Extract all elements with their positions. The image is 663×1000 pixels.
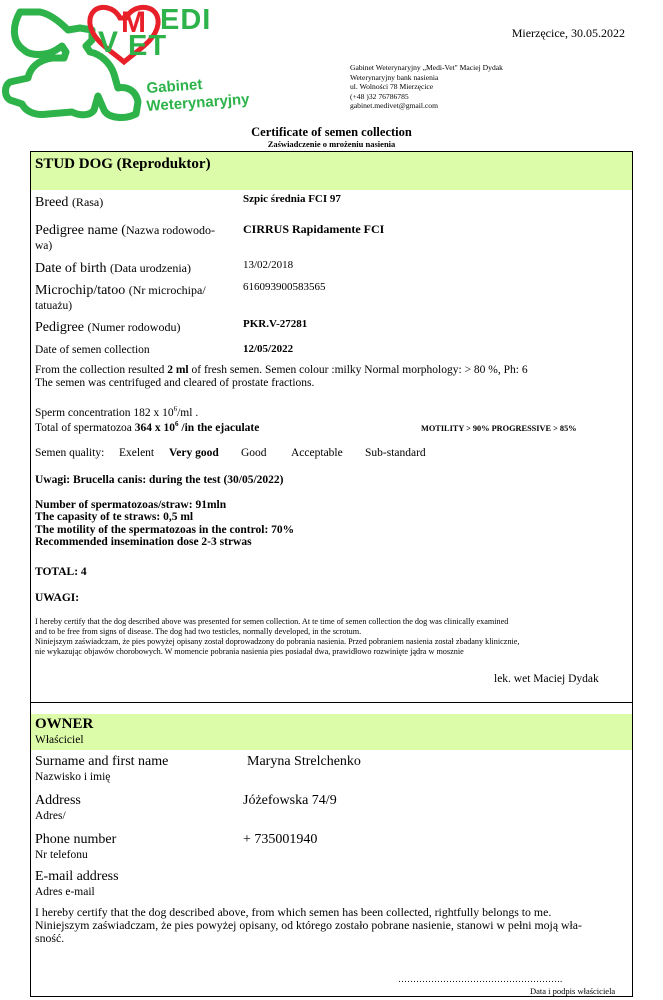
microchip-label-text: Microchip/tatoo <box>35 283 126 298</box>
owner-heading-sub: Właściciel <box>35 734 84 746</box>
quality-option-sub-standard: Sub-standard <box>365 447 426 459</box>
semen-quality-label: Semen quality: <box>35 447 105 459</box>
logo-v-glyph: V <box>98 26 119 59</box>
total-a: Total of spermatozoa <box>35 421 132 434</box>
pedigree-name-value: CIRRUS Rapidamente FCI <box>243 222 385 236</box>
pedigree-name-label <box>35 222 215 239</box>
semen-volume: 2 ml <box>167 364 189 376</box>
owner-phone-label: Phone number <box>35 832 117 847</box>
straw-line: Number of spermatozoas/straw: 91mln <box>35 499 227 511</box>
semen-line-1-c: of fresh semen. Semen colour :milky Normal morphology: > 80 %, Ph: 6 <box>191 364 528 376</box>
owner-name-label-sub: Nazwisko i imię <box>35 771 111 783</box>
owner-band <box>31 714 632 750</box>
owner-address-value: Jóżefowska 74/9 <box>243 793 337 808</box>
owner-divider <box>31 702 632 703</box>
quality-option-acceptable: Acceptable <box>291 447 343 459</box>
vet-certification-text <box>35 617 635 657</box>
owner-cert-line: I hereby certify that the dog described above, from which semen has been collected, rightfully belongs to me. <box>35 905 552 919</box>
conc-b: /ml . <box>177 406 199 419</box>
quality-option-good: Good <box>241 447 267 459</box>
vet-cert-line: nie wykazując objawów chorobowych. W momencie pobrania nasienia pies posiadał dwa, prawidłowo rozwinięte jądra w mosznie <box>35 647 464 656</box>
breed-label <box>35 194 103 211</box>
vet-cert-line: I hereby certify that the dog described above was presented for semen collection. At te time of semen collection the dog was clinically examined <box>35 617 509 626</box>
collection-date-label: Date of semen collection <box>35 344 150 356</box>
owner-email-label-sub: Adres e-mail <box>35 886 95 898</box>
straw-details <box>35 499 294 548</box>
semen-line-1-a: From the collection resulted <box>35 364 165 376</box>
stud-dog-heading: STUD DOG (Reproduktor) <box>35 156 211 172</box>
pedigree-label-sub: (Numer rodowodu) <box>87 320 181 334</box>
total-c: /in the ejaculate <box>181 421 260 434</box>
straw-line: The capasity of te straws: 0,5 ml <box>35 511 194 524</box>
total-spermatozoa <box>35 418 259 435</box>
clinic-line: (+48 )32 76786785 <box>350 91 409 101</box>
vet-cert-line: Niniejszym zaświadczam, że pies powyżej opisany został doprowadzony do pobrania nasienia. Przed pobraniem nasienia został zbadany klinicznie, <box>35 637 520 646</box>
logo-brand-medi: EDI <box>160 4 212 36</box>
owner-address-label-sub: Adres/ <box>35 810 66 822</box>
microchip-value: 616093900583565 <box>243 281 326 293</box>
uwagi-heading: UWAGI: <box>35 592 80 604</box>
owner-cert-line: Niniejszym zaświadczam, że pies powyżej opisany, od którego zostało pobrane nasienie, stanowi w pełni moją wła- <box>35 918 582 932</box>
owner-signature-caption: Data i podpis właściciela <box>530 986 616 996</box>
total-b-wrap <box>135 422 260 434</box>
owner-name-label: Surname and first name <box>35 754 169 769</box>
pedigree-label <box>35 319 180 336</box>
dob-value: 13/02/2018 <box>243 259 294 271</box>
owner-phone-label-sub: Nr telefonu <box>35 849 88 861</box>
clinic-line: Gabinet Weterynaryjny „Medi-Vet" Maciej Dydak <box>350 63 503 72</box>
motility-note: MOTILITY > 90% PROGRESSIVE > 85% <box>421 424 577 433</box>
dob-label-sub: (Data urodzenia) <box>110 261 191 275</box>
clinic-email: gabinet.medivet@gmail.com <box>350 101 438 111</box>
pedigree-label-text: Pedigree <box>35 320 84 335</box>
microchip-label-sub: (Nr microchipa/ <box>128 283 206 297</box>
owner-name-value: Maryna Strelchenko <box>247 754 361 769</box>
place-date: Mierzęcice, 30.05.2022 <box>511 26 625 40</box>
breed-label-text: Breed <box>35 195 69 210</box>
clinic-address-block <box>350 63 503 111</box>
vet-cert-line: and to be free from signs of disease. The dog had two testicles, normally developed, in the scrotum. <box>35 627 362 636</box>
conc-sup: 6 <box>173 405 178 413</box>
vet-signature: lek. wet Maciej Dydak <box>494 673 599 685</box>
clinic-line: Weterynaryjny bank nasienia <box>350 72 439 82</box>
clinic-logo <box>0 0 250 126</box>
owner-phone-value: + 735001940 <box>243 832 318 847</box>
pedigree-name-label-sub: Nazwa rodowodo- <box>125 223 215 237</box>
breed-value: Szpic średnia FCI 97 <box>243 193 341 205</box>
quality-option-very-good: Very good <box>169 447 219 459</box>
owner-cert-line: sność. <box>35 931 65 945</box>
straw-line: The motility of the spermatozoas in the control: 70% <box>35 523 295 536</box>
total-b: 364 x 10 <box>134 421 176 434</box>
logo-brand-vet: ET <box>128 30 168 62</box>
total-sup: 6 <box>175 420 179 428</box>
certificate-frame <box>30 151 633 997</box>
dob-label-text: Date of birth <box>35 261 107 276</box>
breed-label-sub: (Rasa) <box>71 195 104 209</box>
pedigree-name-label-text: Pedigree name ( <box>35 223 126 238</box>
logo-line2: Weterynaryjny <box>146 90 251 115</box>
logo-line1: Gabinet <box>146 76 203 97</box>
conc-a: Sperm concentration 182 x 10 <box>35 406 174 419</box>
owner-certification-text <box>35 906 630 945</box>
brucella-note: Uwagi: Brucella canis: during the test (30/05/2022) <box>35 474 284 486</box>
microchip-label-sub2: tatuażu) <box>35 300 73 312</box>
pedigree-name-label-sub2: wa) <box>35 240 53 252</box>
total-straws: TOTAL: 4 <box>35 566 87 578</box>
collection-date-value: 12/05/2022 <box>243 343 294 355</box>
quality-option-exelent: Exelent <box>119 447 155 459</box>
owner-address-label: Address <box>35 793 81 808</box>
owner-heading: OWNER <box>35 716 94 732</box>
owner-email-label: E-mail address <box>35 869 119 884</box>
certificate-title: Certificate of semen collection <box>251 125 412 139</box>
owner-signature-line: ………………………………………………. <box>398 974 563 984</box>
clinic-line: ul. Wolności 78 Mierzęcice <box>350 82 434 92</box>
logo-m-glyph: M <box>121 6 146 39</box>
pedigree-value: PKR.V-27281 <box>243 318 308 330</box>
certificate-subtitle: Zaświadczenie o mrożeniu nasienia <box>267 139 396 149</box>
semen-line-2: The semen was centrifuged and cleared of prostate fractions. <box>35 377 315 389</box>
microchip-label <box>35 282 206 299</box>
semen-line-1 <box>35 364 528 377</box>
dob-label <box>35 260 191 277</box>
straw-line: Recommended insemination dose 2-3 strwas <box>35 535 252 548</box>
